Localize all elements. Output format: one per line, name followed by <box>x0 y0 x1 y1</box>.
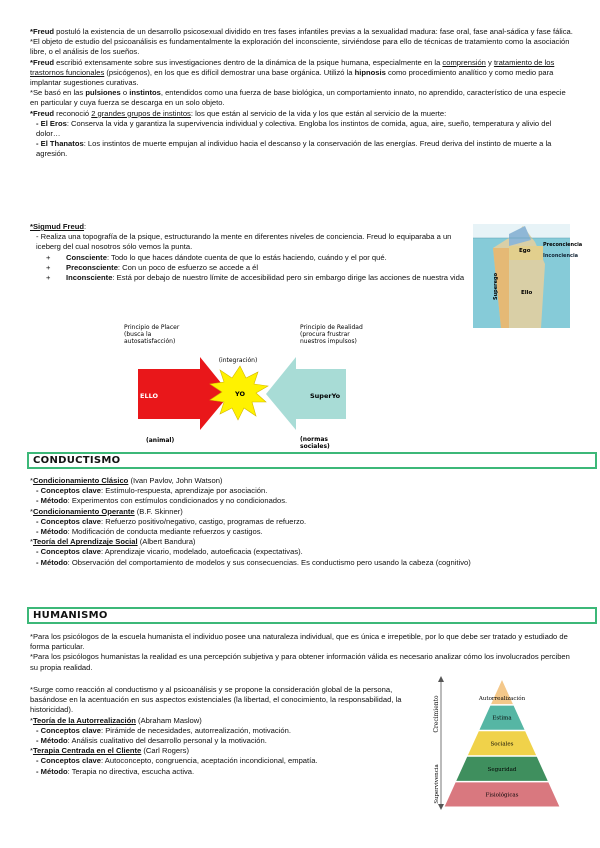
thanatos-item: - El Thanatos: Los instintos de muerte empujan al individuo hacia el descanso y la conservación de las energías. Freud deriva del instinto de muerte a la agresión. <box>36 139 552 159</box>
pyramid-axis-down-arrow <box>438 804 444 810</box>
conductismo-header: CONDUCTISMO <box>27 452 597 469</box>
conscience-levels-list <box>30 253 470 284</box>
pyramid-level-label-4: Fisiológicas <box>485 792 519 799</box>
freud-paragraph-2: *El objeto de estudio del psicoanálisis es fundamentalmente la exploración del inconsciente, sirviéndose para ello de técnicas de tratamiento como la asociación libre, o el análisis de los sueños. <box>30 37 570 57</box>
freud-paragraph-5: *Freud reconoció 2 grandes grupos de instintos: los que están al servicio de la vida y los que están al servicio de la muerte: <box>30 108 447 118</box>
iceberg-ello-label: Ello <box>521 290 533 296</box>
level-consciente: + Consciente: Todo lo que haces dándote cuenta de que lo estás haciendo, cuándo y el por qué. <box>30 253 470 263</box>
conductismo-section <box>30 476 575 568</box>
humanismo-item-maslow: *Teoría de la Autorrealización (Abraham Maslow) - Conceptos clave: Pirámide de necesidades, autorrealización, motivación. - Método: Análisis cualitativo del desarrollo personal y la motivación. <box>30 715 291 746</box>
iceberg-inconciencia-label: Inconciencia <box>543 253 579 259</box>
sigmund-section <box>30 222 470 283</box>
eros-item: - El Eros: Conserva la vida y garantiza la supervivencia individual y colectiva. Engloba los instintos de comida, agua, aire, sueño, temperatura y alivio del dolor… <box>36 118 552 139</box>
freud-paragraph-1: *Freud postuló la existencia de un desarrollo psicosexual dividido en tres fases infantiles previas a la sexualidad madura: fase oral, fase anal-sádica y fase fálica. <box>30 27 573 36</box>
psyche-diagram <box>110 322 370 452</box>
iceberg-preconciencia-label: Preconciencia <box>543 242 583 248</box>
maslow-pyramid <box>432 674 572 814</box>
pleasure-principle-label: Principio de Placer (busca la autosatisfacción) <box>124 324 180 345</box>
humanismo-header: HUMANISMO <box>27 607 597 624</box>
pyramid-axis-top-label: Crecimiento <box>433 695 440 733</box>
humanismo-section <box>30 685 430 777</box>
freud-section <box>30 27 575 160</box>
pyramid-axis-bottom-label: Supervivencia <box>434 764 440 804</box>
humanismo-paragraph-1: *Para los psicólogos de la escuela humanista el individuo posee una naturaleza individual, que es única e irrepetible, por lo que debe ser tratado y estudiado de forma particular. <box>30 632 568 652</box>
animal-label: (animal) <box>146 437 175 444</box>
conductismo-item-operante: *Condicionamiento Operante (B.F. Skinner) - Conceptos clave: Refuerzo positivo/negativo, castigo, programas de refuerzo. - Método: Modificación de conducta mediante refuerzos y castigos. <box>30 506 307 537</box>
humanismo-paragraph-3: *Surge como reacción al conductismo y al psicoanálisis y se propone la consideración global de la persona, basándose en la acentuación en sus aspectos existenciales (la libertad, el conocimiento, la responsabilidad, la historicidad). <box>30 685 402 715</box>
level-preconsciente: + Preconsciente: Con un poco de esfuerzo se accede a él <box>30 263 470 273</box>
ello-label: ELLO <box>140 392 159 400</box>
conductismo-item-social: *Teoría del Aprendizaje Social (Albert Bandura) - Conceptos clave: Aprendizaje vicario, modelado, autoeficacia (expectativas). - Método: Observación del comportamiento de modelos y sus consecuencias. Es conductismo pero usando la cabeza (cognitivo) <box>30 537 471 567</box>
conductismo-item-clasico: *Condicionamiento Clásico (Ivan Pavlov, John Watson) - Conceptos clave: Estímulo-respuesta, aprendizaje por asociación. - Método: Experimentos con estímulos condicionados y no condicionados. <box>30 476 288 506</box>
humanismo-item-rogers: *Terapia Centrada en el Cliente (Carl Rogers) - Conceptos clave: Autoconcepto, congruencia, aceptación incondicional, empatía. - Método: Terapia no directiva, escucha activa. <box>30 746 318 776</box>
iceberg-ego-label: Ego <box>519 248 531 254</box>
iceberg-superego-label: Superego <box>493 272 499 300</box>
level-inconsciente: + Inconsciente: Está por debajo de nuestro límite de accesibilidad pero sin embargo dirige las acciones de nuestra vida <box>30 273 470 283</box>
freud-paragraph-4: *Se basó en las pulsiones o instintos, entendidos como una fuerza de base biológica, un comportamiento innato, no aprendido, característico de una especie en particular y cuya fuerza se descarga en un solo objeto. <box>30 88 566 108</box>
normas-sociales-label: (normas sociales) <box>300 436 330 450</box>
freud-paragraph-3: *Freud escribió extensamente sobre sus investigaciones dentro de la dinámica de la psique humana, especialmente en la comprensión y tratamiento de los trastornos funcionales (psicógenos), en los que es difícil demostrar una base orgánica. Utilizó la hipnosis como procedimiento analítico y como medio para implantar sugestiones curativas. <box>30 57 555 88</box>
sigmund-title: *Sigmud Freud: <box>30 222 87 231</box>
reality-principle-label: Principio de Realidad (procura frustrar nuestros impulsos) <box>300 324 363 345</box>
humanismo-paragraph-2: *Para los psicólogos humanistas la realidad es una percepción subjetiva y para obtener información válida es necesario analizar cómo los involucrados perciben su propia realidad. <box>30 652 570 672</box>
superyo-label: SuperYo <box>310 392 341 400</box>
pyramid-axis-up-arrow <box>438 676 444 682</box>
iceberg-diagram <box>473 224 583 328</box>
yo-label: YO <box>234 390 246 398</box>
pyramid-level-label-0: Autorrealización <box>478 696 526 703</box>
pyramid-level-label-2: Sociales <box>490 741 514 748</box>
humanismo-intro <box>30 632 575 673</box>
sigmund-text: - Realiza una topografía de la psique, estructurando la mente en diferentes niveles de conciencia. Freud lo equiparaba a un iceberg del cual nosotros sólo vemos la punta. <box>36 232 452 252</box>
pyramid-level-label-1: Estima <box>492 715 512 722</box>
integration-label: (integración) <box>218 357 258 364</box>
pyramid-level-label-3: Seguridad <box>487 766 517 773</box>
